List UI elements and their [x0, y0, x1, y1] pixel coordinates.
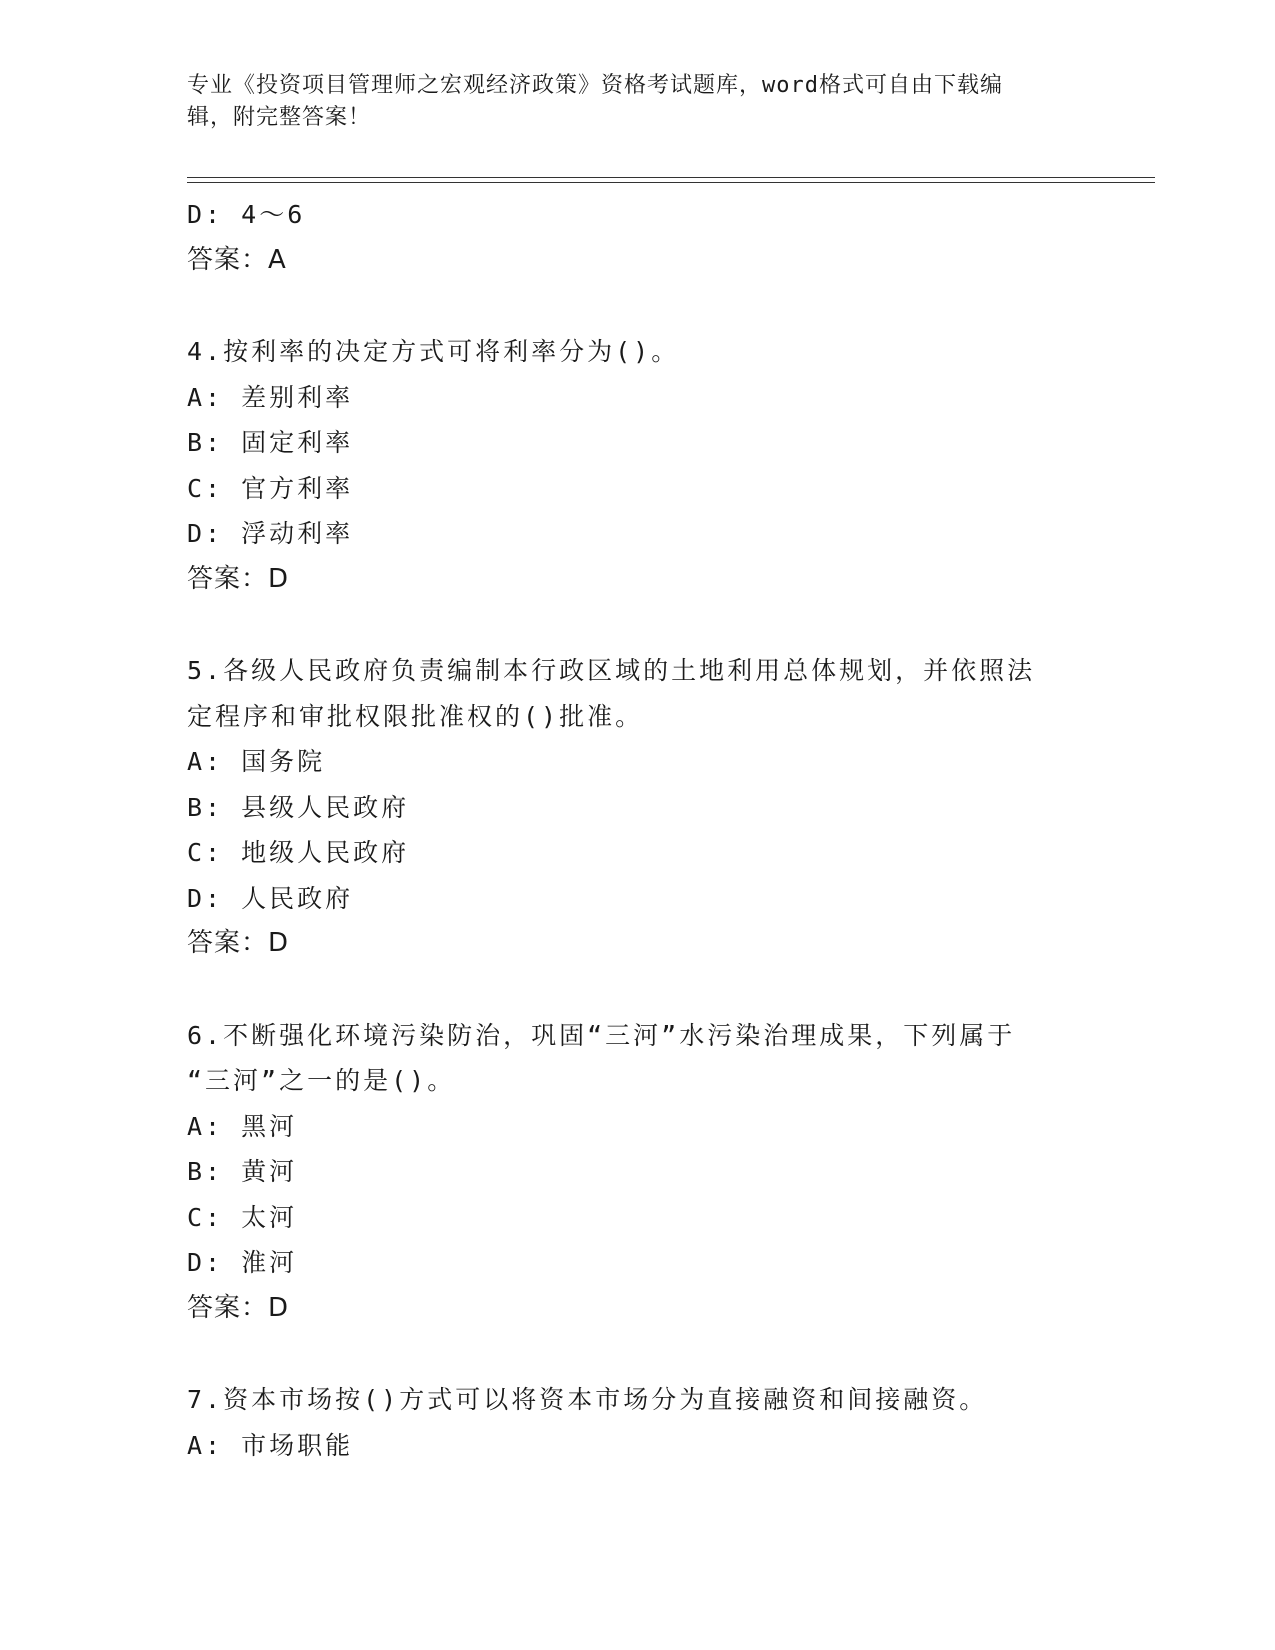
question-text: 4.按利率的决定方式可将利率分为()。	[187, 337, 680, 366]
option-b: B: 固定利率	[187, 428, 354, 457]
option-d: D: 浮动利率	[187, 519, 354, 548]
question-block-4	[187, 329, 1087, 602]
question-block-3	[187, 192, 1087, 283]
header-divider	[187, 177, 1155, 183]
option-a: A: 差别利率	[187, 382, 354, 412]
question-text-continued: “三河”之一的是()。	[187, 1066, 456, 1095]
header-text-line-1: 专业《投资项目管理师之宏观经济政策》资格考试题库，word格式可自由下载编	[187, 73, 1003, 98]
question-text: 6.不断强化环境污染防治，巩固“三河”水污染治理成果，下列属于	[187, 1020, 1016, 1050]
option-a: A: 市场职能	[187, 1430, 354, 1460]
question-text: 5.各级人民政府负责编制本行政区域的土地利用总体规划，并依照法	[187, 656, 1036, 685]
option-d: D: 人民政府	[187, 883, 354, 913]
answer-line: 答案：D	[187, 928, 290, 958]
question-text: 7.资本市场按()方式可以将资本市场分为直接融资和间接融资。	[187, 1385, 988, 1414]
question-list	[187, 192, 1087, 1468]
answer-line: 答案：D	[187, 563, 290, 594]
question-block-7	[187, 1377, 1087, 1468]
option-d: D: 淮河	[187, 1248, 298, 1277]
answer-line: 答案：A	[187, 244, 287, 275]
option-c: C: 地级人民政府	[187, 838, 410, 867]
option-a: A: 黑河	[187, 1111, 298, 1141]
question-block-5	[187, 648, 1087, 967]
answer-line: 答案：D	[187, 1292, 290, 1323]
option-b: B: 县级人民政府	[187, 792, 410, 822]
option-b: B: 黄河	[187, 1157, 298, 1186]
option-d: D: 4～6	[187, 200, 306, 229]
option-a: A: 国务院	[187, 747, 326, 776]
header-text-line-2: 辑，附完整答案！	[187, 105, 372, 130]
page-header	[187, 70, 1067, 134]
option-c: C: 太河	[187, 1202, 298, 1232]
question-block-6	[187, 1013, 1087, 1332]
question-text-continued: 定程序和审批权限批准权的()批准。	[187, 701, 644, 731]
option-c: C: 官方利率	[187, 473, 354, 503]
